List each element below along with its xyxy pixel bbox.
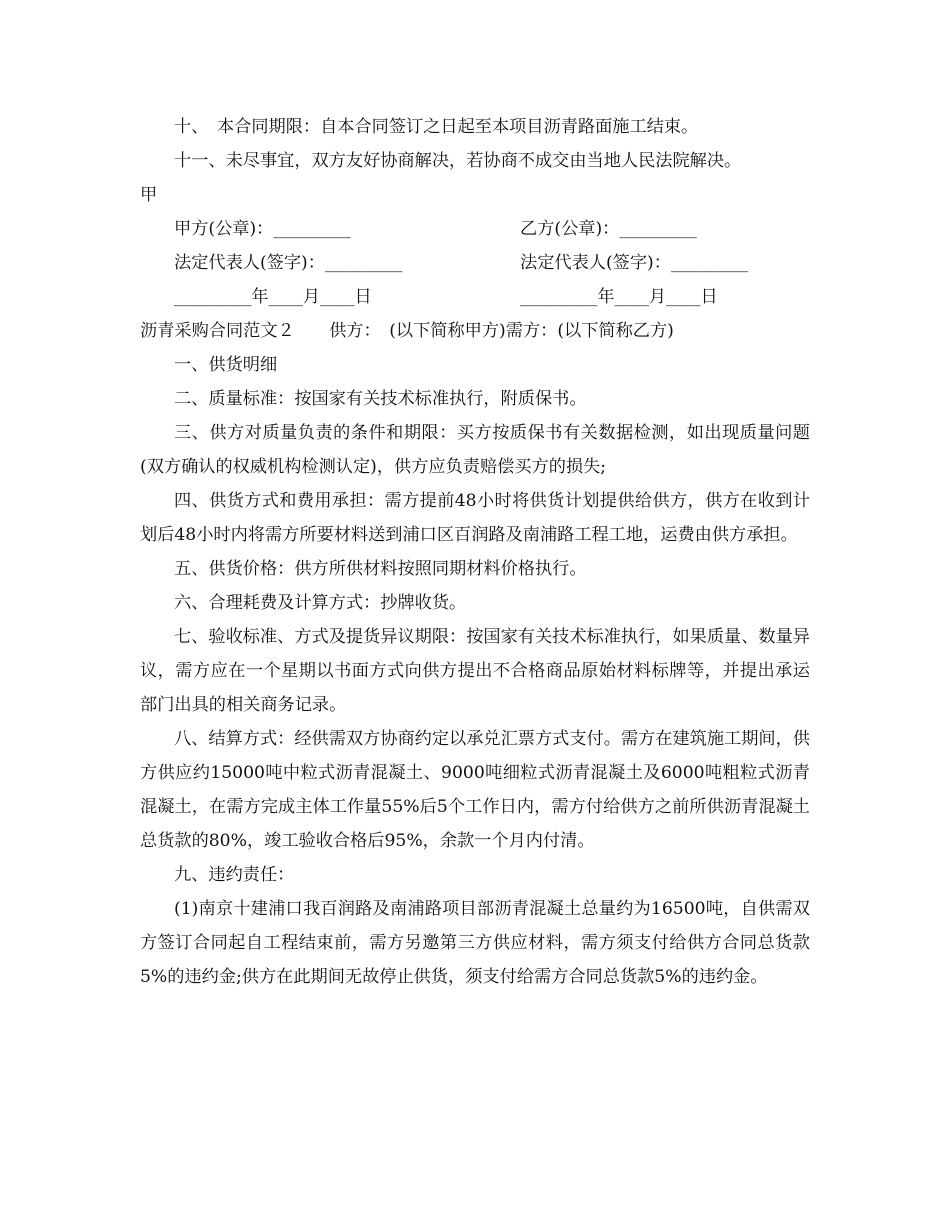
signature-seal-row	[140, 212, 810, 246]
item-2: 二、质量标准：按国家有关技术标准执行，附质保书。	[174, 389, 587, 409]
signature-rep-row	[140, 246, 810, 280]
second-contract-heading: 沥青采购合同范文２ 供方： (以下简称甲方)需方：(以下简称乙方)	[140, 321, 674, 341]
clause-11: 十一、未尽事宜，双方友好协商解决，若协商不成交由当地人民法院解决。	[174, 151, 742, 171]
party-a-date: _________年____月____日	[174, 287, 372, 307]
party-b-seal: 乙方(公章)：_________	[520, 219, 697, 239]
item-4: 四、供货方式和费用承担：需方提前48小时将供货计划提供给供方，供方在收到计划后48小时内将需方所要材料送到浦口区百润路及南浦路工程工地，运费由供方承担。	[140, 491, 810, 545]
party-a-seal: 甲方(公章)：_________	[174, 219, 351, 239]
item-8: 八、结算方式：经供需双方协商约定以承兑汇票方式支付。需方在建筑施工期间，供方供应约15000吨中粒式沥青混凝土、9000吨细粒式沥青混凝土及6000吨粗粒式沥青混凝土，在需方完成主体工作量55%后5个工作日内，需方付给供方之前所供沥青混凝土总货款的80%，竣工验收合格后95%，余款一个月内付清。	[140, 729, 810, 851]
item-3: 三、供方对质量负责的条件和期限：买方按质保书有关数据检测，如出现质量问题(双方确认的权威机构检测认定)，供方应负责赔偿买方的损失;	[140, 423, 810, 477]
party-b-rep: 法定代表人(签字)：_________	[520, 253, 749, 273]
item-6: 六、合理耗费及计算方式：抄牌收货。	[174, 593, 467, 613]
party-b-date: _________年____月____日	[520, 287, 718, 307]
stray-character: 甲	[140, 185, 158, 205]
signature-date-row	[140, 280, 810, 314]
item-9: 九、违约责任：	[174, 865, 295, 885]
clause-10: 十、 本合同期限：自本合同签订之日起至本项目沥青路面施工结束。	[174, 117, 699, 137]
item-5: 五、供货价格：供方所供材料按照同期材料价格执行。	[174, 559, 587, 579]
item-1: 一、供货明细	[174, 355, 278, 375]
item-9-1: (1)南京十建浦口我百润路及南浦路项目部沥青混凝土总量约为16500吨，自供需双方签订合同起自工程结束前，需方另邀第三方供应材料，需方须支付给供方合同总货款5%的违约金;供方在此期间无故停止供货，须支付给需方合同总货款5%的违约金。	[140, 899, 810, 987]
item-7: 七、验收标准、方式及提货异议期限：按国家有关技术标准执行，如果质量、数量异议，需方应在一个星期以书面方式向供方提出不合格商品原始材料标牌等，并提出承运部门出具的相关商务记录。	[140, 627, 810, 715]
party-a-rep: 法定代表人(签字)：_________	[174, 253, 403, 273]
document-page	[140, 110, 810, 994]
